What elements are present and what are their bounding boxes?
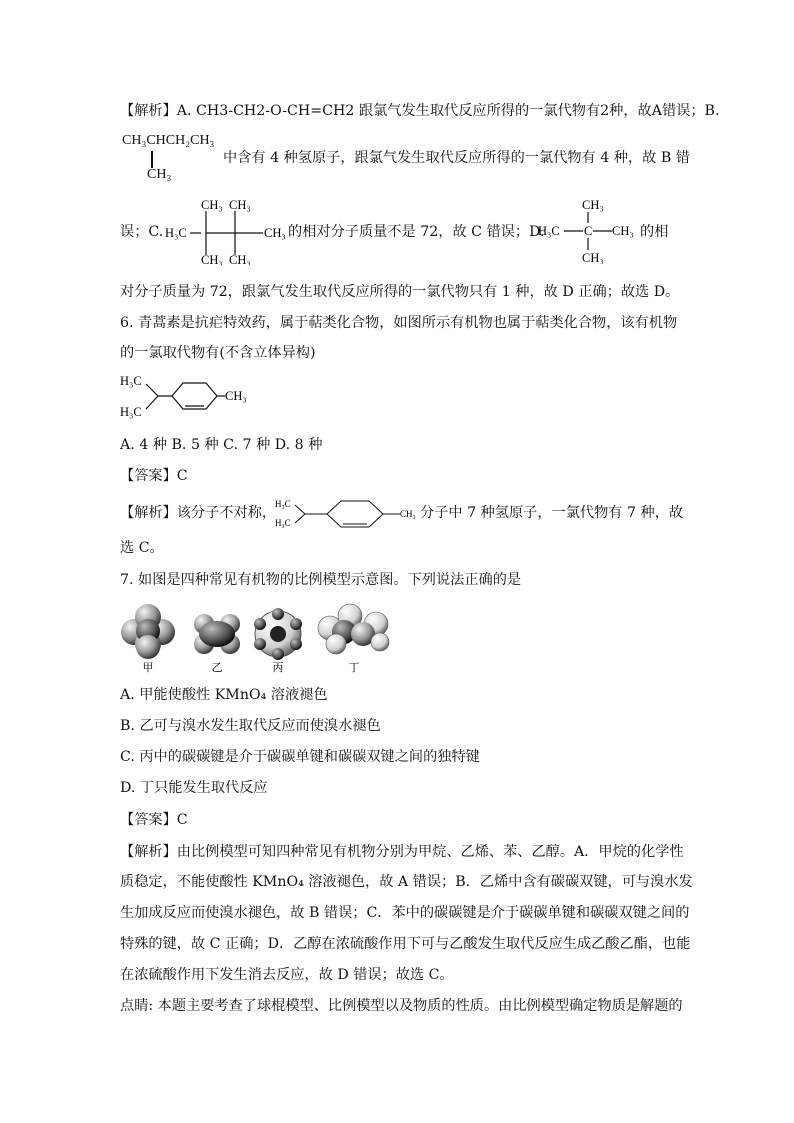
q6-label-h3c: H₃C	[120, 374, 142, 388]
q6-options: A. 4 种 B. 5 种 C. 7 种 D. 8 种	[120, 437, 323, 453]
q7-note: 点睛: 本题主要考查了球棍模型、比例模型以及物质的性质。由比例模型确定物质是解题的	[120, 998, 683, 1014]
struct-label-h3c: H₃C	[165, 226, 187, 240]
struct-label-ch3: CH₃	[201, 253, 223, 265]
q6-stem-line-2: 的一氯取代物有(不含立体异构)	[120, 345, 316, 361]
struct-label-c: C	[584, 224, 593, 238]
ethylene-model	[194, 614, 240, 654]
struct-label-h3c: H₃C	[538, 224, 560, 238]
struct-label-ch3: CH₃	[229, 253, 251, 265]
neopentane-structure	[538, 196, 643, 264]
struct-label-ch3: CH₃	[201, 198, 223, 212]
q7-option-c: C. 丙中的碳碳键是介于碳碳单键和碳碳双键之间的独特键	[120, 749, 480, 765]
q5-explanation-line-d: 对分子质量为 72，跟氯气发生取代反应所得的一氯代物只有 1 种，故 D 正确；故选 D。	[120, 284, 680, 300]
q7-explanation-2: 质稳定，不能使酸性 KMnO₄ 溶液褪色，故 A 错误；B．乙烯中含有碳碳双键，可与溴水发	[120, 874, 693, 890]
q5-explanation-line-a: 【解析】A. CH3-CH2-O-CH=CH2 跟氯气发生取代反应所得的一氯代物有2种，故A错误；B.	[120, 103, 720, 119]
q7-stem: 7. 如图是四种常见有机物的比例模型示意图。下列说法正确的是	[120, 572, 522, 588]
q6-small-label-h3c: H₃C	[275, 518, 291, 528]
q7-option-a: A. 甲能使酸性 KMnO₄ 溶液褪色	[120, 687, 328, 703]
q5-explanation-line-b: 中含有 4 种氢原子，跟氯气发生取代反应所得的一氯代物有 4 种，故 B 错	[223, 150, 690, 166]
q7-explanation-4: 特殊的键，故 C 正确；D．乙醇在浓硫酸作用下可与乙酸发生取代反应生成乙酸乙酯，也能	[120, 936, 691, 952]
struct-label-ch3: CH₃	[582, 198, 604, 212]
q5-line-c-end: 的相	[640, 224, 669, 240]
terpene-structure-small	[275, 496, 425, 532]
q6-explanation-prefix: 【解析】该分子不对称，	[120, 505, 277, 521]
butane-formula-main: CH₃CHCH₂CH₃	[122, 133, 215, 148]
butane-bond	[151, 151, 153, 168]
q6-explanation-suffix: 分子中 7 种氢原子，一氯代物有 7 种，故	[420, 505, 684, 521]
q6-small-label-h3c: H₃C	[275, 499, 291, 509]
q6-small-label-ch3: CH₃	[400, 509, 416, 519]
struct-label-ch3: CH₃	[582, 251, 604, 264]
q7-option-d: D. 丁只能发生取代反应	[120, 780, 268, 796]
model-label-yi: 乙	[211, 662, 223, 674]
q6-explanation-end: 选 C。	[120, 540, 164, 556]
model-label-jia: 甲	[142, 662, 154, 674]
q5-line-c-mid: 的相对分子质量不是 72，故 C 错误；D.	[288, 224, 545, 240]
butane-formula-sub: CH₃	[147, 167, 172, 182]
ethanol-model	[318, 604, 389, 654]
methane-model	[121, 604, 175, 659]
model-label-bing: 丙	[272, 662, 284, 674]
q6-stem-line-1: 6. 青蒿素是抗疟特效药，属于萜类化合物，如图所示有机物也属于萜类化合物，该有机物	[120, 315, 678, 331]
q7-explanation-5: 在浓硫酸作用下发生消去反应，故 D 错误；故选 C。	[120, 967, 454, 983]
space-filling-models	[118, 602, 393, 674]
q6-label-ch3: CH₃	[225, 389, 247, 403]
q6-label-h3c: H₃C	[120, 405, 142, 419]
struct-label-ch3: CH₃	[229, 198, 251, 212]
q5-line-c-prefix: 误；C.	[120, 224, 164, 240]
q7-option-b: B. 乙可与溴水发生取代反应而使溴水褪色	[120, 718, 381, 734]
q7-answer: 【答案】C	[120, 812, 188, 828]
dimethylbutane-structure	[165, 197, 291, 265]
q7-explanation-1: 【解析】由比例模型可知四种常见有机物分别为甲烷、乙烯、苯、乙醇。A．甲烷的化学性	[120, 844, 684, 860]
benzene-model	[254, 608, 302, 660]
terpene-structure	[120, 372, 255, 422]
model-label-ding: 丁	[348, 662, 360, 674]
q7-explanation-3: 生加成反应而使溴水褪色，故 B 错误；C．苯中的碳碳键是介于碳碳单键和碳碳双键之间的	[120, 905, 690, 921]
q6-answer: 【答案】C	[120, 468, 188, 484]
struct-label-ch3: CH₃	[264, 226, 286, 240]
struct-label-ch3: CH₃	[612, 224, 634, 238]
